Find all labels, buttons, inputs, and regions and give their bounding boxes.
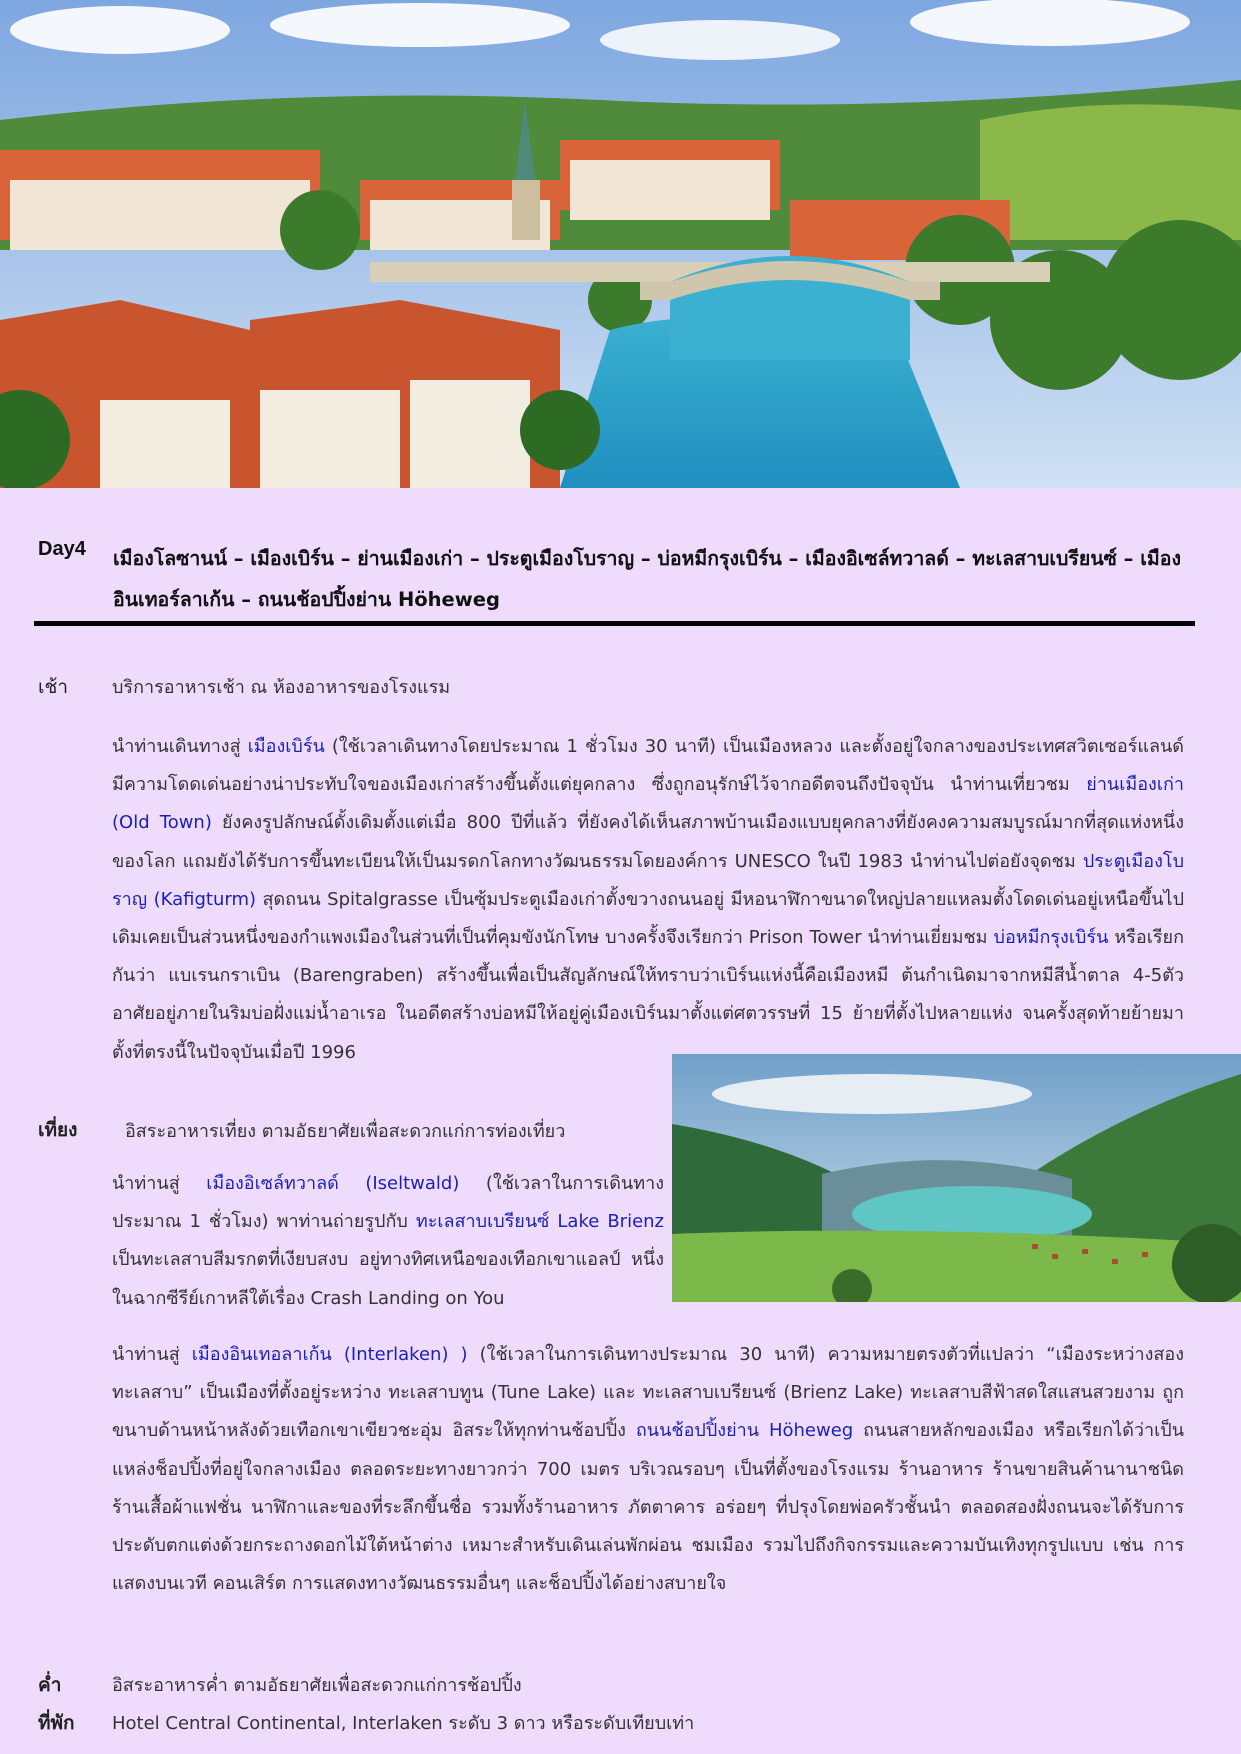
highlight-old-town: ย่านเมืองเก่า (Old Town) xyxy=(112,774,1184,834)
lunch-label: เที่ยง xyxy=(38,1119,78,1141)
day-label: Day4 xyxy=(38,538,86,560)
day-title: เมืองโลซานน์ – เมืองเบิร์น – ย่านเมืองเก่า – ประตูเมืองโบราญ – บ่อหมีกรุงเบิร์น – เมืองอิเซล์ทวาลด์ – ทะเลสาบเบรียนซ์ – เมืองอินเทอร์ลาเก้น – ถนนช้อปปิ้งย่าน Höheweg xyxy=(113,547,1181,611)
dinner-label: ค่ำ xyxy=(38,1674,62,1696)
hotel-text: Hotel Central Continental, Interlaken ระดับ 3 ดาว หรือระดับเทียบเท่า xyxy=(112,1713,695,1734)
highlight-bear-pit: บ่อหมีกรุงเบิร์น xyxy=(993,927,1109,949)
iseltwald-paragraph: นำท่านสู่ เมืองอิเซล์ทวาลด์ (Iseltwald) (ใช้เวลาในการเดินทางประมาณ 1 ชั่วโมง) พาท่านถ่ายรูปกับ ทะเลสาบเบรียนซ์ Lake Brienz เป็นทะเลสาบสีมรกตที่เงียบสงบ อยู่ทางทิศเหนือของเทือกเขาแอลป์ หนึ่งในฉากซีรีย์เกาหลีใต้เรื่อง Crash Landing on You xyxy=(112,1173,664,1309)
interlaken-paragraph: นำท่านสู่ เมืองอินเทอลาเก้น (Interlaken) ) (ใช้เวลาในการเดินทางประมาณ 30 นาที) ความหมายตรงตัวที่แปลว่า “เมืองระหว่างสองทะเลสาบ” เป็นเมืองที่ตั้งอยู่ระหว่าง ทะเลสาบทูน (Tune Lake) และ ทะเลสาบเบรียนซ์ (Brienz Lake) ทะเลสาบสีฟ้าสดใสแสนสวยงาม ถูกขนาบด้านหน้าหลังด้วยเทือกเขาเขียวชะอุ่ม อิสระให้ทุกท่านช้อปปิ้ง ถนนช้อปปิ้งย่าน Höheweg ถนนสายหลักของเมือง หรือเรียกได้ว่าเป็นแหล่งช็อปปิ้งที่อยู่ใจกลางเมือง ตลอดระยะทางยาวกว่า 700 เมตร บริเวณรอบๆ เป็นที่ตั้งของโรงแรม ร้านอาหาร ร้านขายสินค้านานาชนิด ร้านเสื้อผ้าแฟชั่น นาฬิกาและของที่ระลึกขึ้นชื่อ รวมทั้งร้านอาหาร ภัตตาคาร อร่อยๆ ที่ปรุงโดยพ่อครัวชั้นนำ ตลอดสองฝั่งถนนจะได้รับการประดับตกแต่งด้วยกระถางดอกไม้ใต้หน้าต่าง เหมาะสำหรับเดินเล่นพักผ่อน ชมเมือง รวมไปถึงกิจกรรมและความบันเทิงทุกรูปแบบ เช่น การแสดงบนเวที คอนเสิร์ต การแสดงทางวัฒนธรรมอื่นๆ และช็อปปิ้งได้อย่างสบายใจ xyxy=(112,1344,1185,1595)
hotel-label: ที่พัก xyxy=(38,1712,75,1734)
highlight-lake-brienz: ทะเลสาบเบรียนซ์ Lake Brienz xyxy=(415,1211,664,1233)
lake-brienz-image xyxy=(672,1054,1241,1302)
header-divider xyxy=(34,621,1195,626)
morning-label: เช้า xyxy=(38,676,69,698)
dinner-text: อิสระอาหารค่ำ ตามอัธยาศัยเพื่อสะดวกแก่การช้อปปิ้ง xyxy=(112,1675,522,1696)
highlight-kafigturm: ประตูเมืองโบราญ (Kafigturm) xyxy=(112,850,1184,910)
hero-image-bern xyxy=(0,0,1241,488)
highlight-interlaken: เมืองอินเทอลาเก้น (Interlaken) ) xyxy=(191,1344,468,1365)
bern-paragraph: นำท่านเดินทางสู่ เมืองเบิร์น (ใช้เวลาเดินทางโดยประมาณ 1 ชั่วโมง 30 นาที) เป็นเมืองหลวง และตั้งอยู่ใจกลางของประเทศสวิตเซอร์แลนด์ มีความโดดเด่นอย่างน่าประทับใจของเมืองเก่าสร้างขึ้นตั้งแต่ยุคกลาง ซึ่งถูกอนุรักษ์ไว้จากอดีตจนถึงปัจจุบัน นำท่านเที่ยวชม ย่านเมืองเก่า (Old Town) ยังคงรูปลักษณ์ดั้งเดิมตั้งแต่เมื่อ 800 ปีที่แล้ว ที่ยังคงได้เห็นสภาพบ้านเมืองแบบยุคกลางที่ยังคงความสมบูรณ์มากที่สุดแห่งหนึ่งของโลก แถมยังได้รับการขึ้นทะเบียนให้เป็นมรดกโลกทางวัฒนธรรมโดยองค์การ UNESCO ในปี 1983 นำท่านไปต่อยังจุดชม ประตูเมืองโบราญ (Kafigturm) สุดถนน Spitalgrasse เป็นซุ้มประตูเมืองเก่าตั้งขวางถนนอยู่ มีหอนาฬิกาขนาดใหญ่ปลายแหลมตั้งโดดเด่นอยู่เหนือขึ้นไป เดิมเคยเป็นส่วนหนึ่งของกำแพงเมืองในส่วนที่เป็นที่คุมขังนักโทษ บางครั้งจึงเรียกว่า Prison Tower นำท่านเยี่ยมชม บ่อหมีกรุงเบิร์น หรือเรียกกันว่า แบเรนกราเบิน (Barengraben) สร้างขึ้นเพื่อเป็นสัญลักษณ์ให้ทราบว่าเบิร์นแห่งนี้คือเมืองหมี ต้นกำเนิดมาจากหมีสีน้ำตาล 4-5ตัว อาศัยอยู่ภายในริมบ่อฝั่งแม่น้ำอาเรอ ในอดีตสร้างบ่อหมีให้อยู่คู่เมืองเบิร์นมาตั้งแต่ศตวรรษที่ 15 ย้ายที่ตั้งไปหลายแห่ง จนครั้งสุดท้ายย้ายมาตั้งที่ตรงนี้ในปัจจุบันเมื่อปี 1996 xyxy=(112,736,1184,1063)
lunch-text: อิสระอาหารเที่ยง ตามอัธยาศัยเพื่อสะดวกแก่การท่องเที่ยว xyxy=(125,1121,566,1142)
morning-text: บริการอาหารเช้า ณ ห้องอาหารของโรงแรม xyxy=(112,677,451,698)
highlight-hoheweg: ถนนช้อปปิ้งย่าน Höheweg xyxy=(635,1420,854,1442)
highlight-iseltwald: เมืองอิเซล์ทวาลด์ (Iseltwald) xyxy=(206,1173,460,1194)
highlight-bern: เมืองเบิร์น xyxy=(247,736,325,757)
